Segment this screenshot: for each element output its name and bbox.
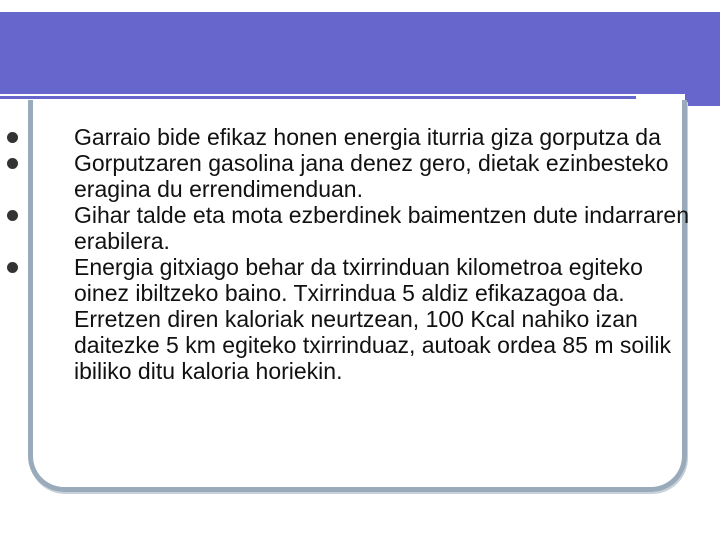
bullet-item <box>0 124 700 150</box>
bullet-dot-icon <box>7 132 18 143</box>
title-banner-side-bar <box>685 12 720 106</box>
bullet-item <box>0 202 700 254</box>
bullet-dot-icon <box>7 158 18 169</box>
title-banner <box>0 12 692 94</box>
bullet-item <box>0 254 700 384</box>
bullet-dot-icon <box>7 262 18 273</box>
bullet-item <box>0 150 700 202</box>
bullet-text: Energia gitxiago behar da txirrinduan kilometroa egiteko oinez ibiltzeko baino. Txirrindua 5 aldiz efikazagoa da. Erretzen diren kaloriak neurtzean, 100 Kcal nahiko izan daitezke 5 km egiteko txirrinduaz, autoak ordea 85 m soilik ibiliko ditu kaloria horiekin. <box>74 254 672 384</box>
bullet-text: Gihar talde eta mota ezberdinek baimentzen dute indarraren erabilera. <box>74 202 689 254</box>
bullet-dot-icon <box>7 210 18 221</box>
bullet-text: Garraio bide efikaz honen energia iturria giza gorputza da <box>74 124 661 150</box>
bullet-text: Gorputzaren gasolina jana denez gero, dietak ezinbesteko eragina du errendimenduan. <box>74 150 669 202</box>
title-divider-line <box>0 96 636 99</box>
bullet-list <box>0 124 700 384</box>
